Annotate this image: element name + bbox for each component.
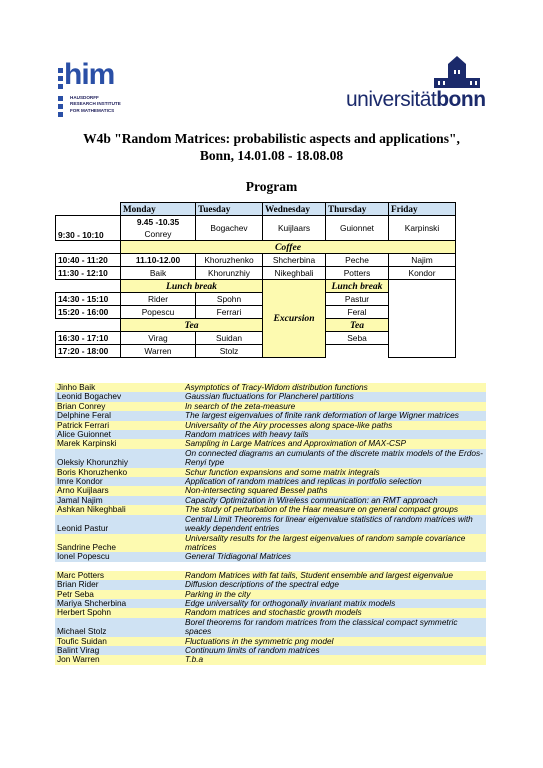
lunch-break: Lunch break <box>121 280 263 293</box>
schedule-row <box>56 267 456 280</box>
excursion: Excursion <box>263 280 326 358</box>
schedule-note-row <box>56 216 456 229</box>
talk-speaker: Marek Karpinski <box>55 439 183 448</box>
talk-speaker: Petr Seba <box>55 590 183 599</box>
talk-row <box>55 449 486 468</box>
cell: Suidan <box>196 332 263 345</box>
talk-title: Sampling in Large Matrices and Approximation of MAX-CSP <box>183 439 486 448</box>
cell: Bogachev <box>196 216 263 241</box>
talk-speaker: Patrick Ferrari <box>55 421 183 430</box>
talk-row <box>55 618 486 637</box>
cell: Najim <box>389 254 456 267</box>
slot-time: 16:30 - 17:10 <box>56 332 121 345</box>
talk-title: In search of the zeta-measure <box>183 402 486 411</box>
talk-title: Asymptotics of Tracy-Widom distribution functions <box>183 383 486 392</box>
empty <box>56 280 121 293</box>
cell: Nikeghbali <box>263 267 326 280</box>
tea-break: Tea <box>121 319 263 332</box>
him-line-2: RESEARCH INSTITUTE <box>70 101 121 107</box>
talk-speaker: Toufic Suidan <box>55 637 183 646</box>
day-tuesday: Tuesday <box>196 203 263 216</box>
cell: Baik <box>121 267 196 280</box>
talk-speaker: Jon Warren <box>55 655 183 664</box>
cell: 11.10-12.00 <box>121 254 196 267</box>
talk-title: Universality results for the largest eigenvalues of random sample covariance matrices <box>183 534 486 553</box>
him-line-1: HAUSDORFF <box>70 95 99 100</box>
lunch-break-thursday: Lunch break <box>326 280 389 293</box>
slot-time: 10:40 - 11:20 <box>56 254 121 267</box>
talk-speaker: Imre Kondor <box>55 477 183 486</box>
talk-speaker: Ionel Popescu <box>55 552 183 561</box>
slot-time: 11:30 - 12:10 <box>56 267 121 280</box>
talk-title: Random Matrices with fat tails, Student ensemble and largest eigenvalue <box>183 571 486 580</box>
empty-corner <box>56 203 121 216</box>
slot-time: 17:20 - 18:00 <box>56 345 121 358</box>
talk-speaker: Brian Conrey <box>55 402 183 411</box>
talk-title: Parking in the city <box>183 590 486 599</box>
talk-title: Fluctuations in the symmetric png model <box>183 637 486 646</box>
schedule-header-row <box>56 203 456 216</box>
talk-speaker: Leonid Bogachev <box>55 392 183 401</box>
tea-break-thursday: Tea <box>326 319 389 332</box>
talk-speaker: Ashkan Nikeghbali <box>55 505 183 514</box>
cell: Peche <box>326 254 389 267</box>
cell: Potters <box>326 267 389 280</box>
cell: Conrey <box>121 228 196 241</box>
talk-title: The largest eigenvalues of finite rank deformation of large Wigner matrices <box>183 411 486 420</box>
cell: Rider <box>121 293 196 306</box>
talk-speaker: Boris Khoruzhenko <box>55 468 183 477</box>
day-monday: Monday <box>121 203 196 216</box>
schedule-table <box>55 202 456 358</box>
schedule-row <box>56 254 456 267</box>
lunch-row <box>56 280 456 293</box>
slot-time: 15:20 - 16:00 <box>56 306 121 319</box>
talk-title: Borel theorems for random matrices from the classical compact symmetric spaces <box>183 618 486 637</box>
program-dates: Bonn, 14.01.08 - 18.08.08 <box>199 148 344 163</box>
talk-title: On connected diagrams an cumulants of the discrete matrix models of the Erdos-Renyi type <box>183 449 486 468</box>
cell: Popescu <box>121 306 196 319</box>
day-thursday: Thursday <box>326 203 389 216</box>
talks-table <box>55 383 486 665</box>
day-friday: Friday <box>389 203 456 216</box>
uni-suffix: bonn <box>436 88 486 111</box>
uni-prefix: universität <box>346 88 437 111</box>
talk-title: Random matrices with heavy tails <box>183 430 486 439</box>
talk-title: Continuum limits of random matrices <box>183 646 486 655</box>
talk-speaker: Balint Virag <box>55 646 183 655</box>
cell: Feral <box>326 306 389 319</box>
cell: Guionnet <box>326 216 389 241</box>
him-logo-subtitle <box>70 95 121 114</box>
talk-title: Universality of the Airy processes along space-like paths <box>183 421 486 430</box>
talk-speaker: Brian Rider <box>55 580 183 589</box>
empty <box>56 241 121 254</box>
talk-title: Schur function expansions and some matrix integrals <box>183 468 486 477</box>
talk-title: Non-intersecting squared Bessel paths <box>183 486 486 495</box>
talk-speaker: Marc Potters <box>55 571 183 580</box>
talk-title: Random matrices and stochastic growth models <box>183 608 486 617</box>
talk-speaker: Delphine Feral <box>55 411 183 420</box>
talk-speaker: Leonid Pastur <box>55 515 183 534</box>
talk-row <box>55 515 486 534</box>
cell: Shcherbina <box>263 254 326 267</box>
talk-speaker: Michael Stolz <box>55 618 183 637</box>
program-title: W4b "Random Matrices: probabilistic aspects and applications", <box>83 131 460 146</box>
talk-speaker: Alice Guionnet <box>55 430 183 439</box>
cell: Khorunzhiy <box>196 267 263 280</box>
cell: Ferrari <box>196 306 263 319</box>
him-logo-text: him <box>64 58 115 91</box>
coffee-break: Coffee <box>121 241 456 254</box>
talk-title: Application of random matrices and replicas in portfolio selection <box>183 477 486 486</box>
talk-row <box>55 580 486 589</box>
university-bonn-wordmark <box>346 88 486 112</box>
talk-title: Edge universality for orthogonally invariant matrix models <box>183 599 486 608</box>
friday-afternoon-empty <box>389 280 456 358</box>
cell: Pastur <box>326 293 389 306</box>
cell: Stolz <box>196 345 263 358</box>
monday-note: 9.45 -10.35 <box>121 216 196 229</box>
talk-speaker: Jamal Najim <box>55 496 183 505</box>
him-line-3: FOR MATHEMATICS <box>70 107 115 113</box>
cell: Warren <box>121 345 196 358</box>
talk-row <box>55 655 486 664</box>
talk-title: The study of perturbation of the Haar measure on general compact groups <box>183 505 486 514</box>
talk-speaker: Arno Kuijlaars <box>55 486 183 495</box>
talk-title: T.b.a <box>183 655 486 664</box>
slot-time: 9:30 - 10:10 <box>56 216 121 241</box>
cell: Kondor <box>389 267 456 280</box>
talk-row <box>55 552 486 561</box>
coffee-row <box>56 241 456 254</box>
talk-row <box>55 534 486 553</box>
day-wednesday: Wednesday <box>263 203 326 216</box>
talk-title: Diffusion descriptions of the spectral edge <box>183 580 486 589</box>
program-heading: Program <box>245 179 298 194</box>
slot-time: 14:30 - 15:10 <box>56 293 121 306</box>
talk-speaker: Herbert Spohn <box>55 608 183 617</box>
talk-title: General Tridiagonal Matrices <box>183 552 486 561</box>
cell: Karpinski <box>389 216 456 241</box>
talk-title: Central Limit Theorems for linear eigenvalue statistics of random matrices with weakly dependent entries <box>183 515 486 534</box>
talk-title: Gaussian fluctuations for Plancherel partitions <box>183 392 486 401</box>
cell: Khoruzhenko <box>196 254 263 267</box>
talk-speaker: Mariya Shcherbina <box>55 599 183 608</box>
talk-title: Capacity Optimization in Wireless communication: an RMT approach <box>183 496 486 505</box>
empty <box>56 319 121 332</box>
empty <box>326 345 389 358</box>
cell: Seba <box>326 332 389 345</box>
cell: Spohn <box>196 293 263 306</box>
cell: Virag <box>121 332 196 345</box>
talk-speaker: Sandrine Peche <box>55 534 183 553</box>
talk-row <box>55 646 486 655</box>
talk-speaker: Jinho Baik <box>55 383 183 392</box>
cell: Kuijlaars <box>263 216 326 241</box>
talk-speaker: Oleksiy Khorunzhiy <box>55 449 183 468</box>
